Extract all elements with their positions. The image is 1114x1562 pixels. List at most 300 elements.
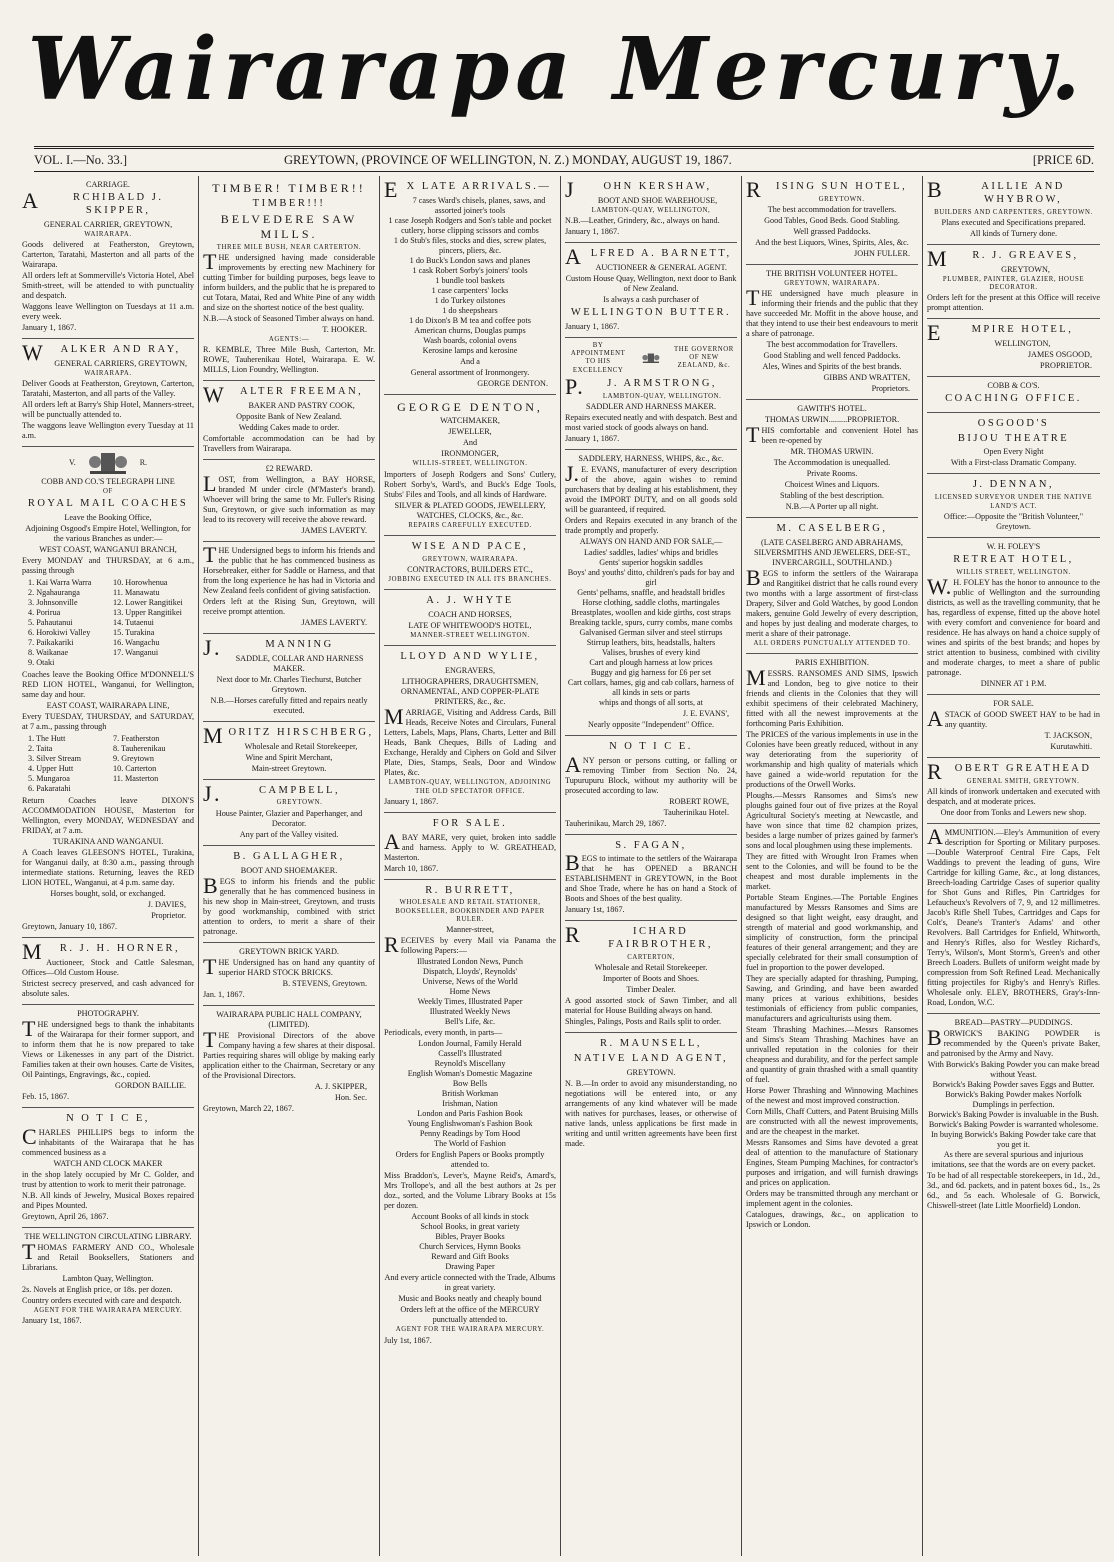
list-item: 1 cask Robert Sorby's joiners' tools xyxy=(412,265,528,275)
ad-body: Orders for English Papers or Books promptly attended to. xyxy=(395,1150,545,1170)
ad-body: Orders left at the office of the MERCURY punctually attended to. xyxy=(400,1305,540,1325)
ad-body: N. B.—In order to avoid any misunderstanding, no negotiations will be entered into, or any arrangements of any kind whatever will be made with natives for purchases, leases, or otherwise of native lands, unless applications be first made in writing and until written agreements have been first made. xyxy=(565,1078,737,1148)
list-item: 7 cases Ward's chisels, planes, saws, and assorted joiner's tools xyxy=(412,195,546,215)
column-2 xyxy=(199,176,380,1556)
ad-address: LAMBTON-QUAY, WELLINGTON, xyxy=(591,206,711,214)
list-item: Ladies' saddles, ladies' whips and bridles xyxy=(584,547,718,557)
list-item: English Woman's Domestic Magazine xyxy=(407,1069,533,1079)
ad-lloyd-wylie xyxy=(384,646,556,812)
list-item: 1 do Dixon's B M tea and coffee pots xyxy=(409,315,531,325)
ad-signature: PROPRIETOR. xyxy=(1040,361,1092,371)
ad-date: January 1st, 1867. xyxy=(22,1315,82,1325)
ad-body: N.B.—A stock of Seasoned Timber always on hand. xyxy=(203,313,375,323)
ad-signature: GIBBS AND WRATTEN, xyxy=(823,373,910,383)
route-stop: 11. Manawatu xyxy=(113,588,160,598)
ad-name: R. BURRETT, xyxy=(425,884,515,896)
ad-body: Plans executed and Specifications prepared. xyxy=(941,217,1086,227)
route-stop: 16. Wangachu xyxy=(113,638,160,648)
ad-manning xyxy=(203,634,375,722)
ad-address: Opposite Bank of New Zealand. xyxy=(236,412,342,422)
ad-heading: CARRIAGE. xyxy=(86,180,130,189)
ad-heading: THE BRITISH VOLUNTEER HOTEL. xyxy=(766,269,898,279)
ad-burrett xyxy=(384,880,556,1351)
ad-name: COBB AND CO.'S TELEGRAPH LINE xyxy=(41,476,175,486)
ad-title: RETREAT HOTEL, xyxy=(953,553,1074,565)
ad-heading: GAWITH'S HOTEL. xyxy=(797,404,867,414)
ad-title: GENERAL CARRIERS, GREYTOWN, xyxy=(54,358,188,368)
ad-maunsell xyxy=(565,1033,737,1154)
list-item: With Borwick's Baking Powder you can make bread without Yeast. xyxy=(927,1059,1100,1079)
ad-title: House Painter, Glazier and Paperhanger, and Decorator. xyxy=(215,808,363,828)
ad-heading: £2 REWARD. xyxy=(265,464,313,474)
ad-fairbrother xyxy=(565,921,737,1033)
list-item: Borwick's Baking Powder saves Eggs and Butter. xyxy=(932,1079,1095,1089)
ad-for-sale-mare xyxy=(384,813,556,880)
ad-place: GREYTOWN, WAIRARAPA. xyxy=(784,280,880,288)
ad-place: GREYTOWN. xyxy=(818,195,865,203)
ad-body: Good Stabling and well fenced Paddocks. xyxy=(763,351,901,361)
route-stop: 8. Waikanae xyxy=(28,648,69,658)
ad-body: in the shop lately occupied by Mr C. Golder, and trust by attention to work to merit their patronage. xyxy=(22,1169,194,1189)
ad-body: THE Undersigned begs to inform his friends and the public that he has commenced business as Horsebreaker, either for Saddle or Harness, and that from the long experience he has had in Victoria and New Zealand feels confident of giving satisfaction. xyxy=(203,542,375,596)
ad-body: THE undersigned have much pleasure in informing their friends and the public that they have succeeded Mr. Moffit in the above house, and that they intend to use their best endeavours to merit a share of patronage. xyxy=(746,285,918,339)
ad-title: WHOLESALE AND RETAIL STATIONER, BOOKSELLER, BOOKBINDER AND PAPER RULER. xyxy=(395,899,545,923)
ad-campbell xyxy=(203,780,375,846)
ad-body: Ploughs.—Messrs Ransomes and Sims's new ploughs gained four out of five prizes at the Royal Agricultural Society's meeting at Newcastle, and have won since that time 82 champion prizes, besides a large number of prizes gained by farmer's sons and local ploughmen using these implements. xyxy=(746,791,918,851)
ad-name: WALKER AND RAY, xyxy=(22,339,181,365)
ad-denton xyxy=(384,395,556,536)
list-item: Gents' superior hogskin saddles xyxy=(599,557,703,567)
ad-title: COACH AND HORSES, xyxy=(428,610,512,620)
ad-body: Miss Braddon's, Lever's, Mayne Reid's, Amard's, Mrs Trollope's, and all the best authors at 2s per doz., sorted, and the Volume Library Books at 15s per dozen. xyxy=(384,1171,556,1211)
ad-title: WELLINGTON BUTTER. xyxy=(570,306,732,318)
route-stop: 1. The Hutt xyxy=(28,734,66,744)
ad-signature: J. E. EVANS', xyxy=(682,708,729,718)
ad-address: Custom House Quay, Wellington, next door to Bank of New Zealand. xyxy=(565,273,737,293)
ad-name: OSGOOD'S xyxy=(977,417,1050,429)
list-item: London and Paris Fashion Book xyxy=(417,1109,523,1119)
ad-name: A. J. WHYTE xyxy=(426,595,514,607)
ad-date: March 10, 1867. xyxy=(384,863,439,873)
appointment-right: THE GOVERNOR OF NEW ZEALAND, &c. xyxy=(674,345,734,370)
ad-heading: TIMBER! TIMBER!! xyxy=(212,181,366,195)
ad-reward xyxy=(203,460,375,542)
ad-title: LITHOGRAPHERS, DRAUGHTSMEN, ORNAMENTAL, AND COPPER-PLATE PRINTERS, &c., &c. xyxy=(400,677,540,707)
ad-body: They are fitted with Wrought Iron Frames when sent to the Colonies, and will be found to be the cheapest and most durable implements in the market. xyxy=(746,852,918,892)
ad-address: Main-street Greytown. xyxy=(251,763,327,773)
ad-title: CONTRACTORS, BUILDERS ETC., xyxy=(407,565,533,575)
ad-body: THE Undersigned has on hand any quantity of superior HARD STOCK BRICKS. xyxy=(203,953,375,979)
list-item: 1 bundle tool baskets xyxy=(435,275,505,285)
ad-text: OF xyxy=(103,487,113,495)
ad-heading: ALWAYS ON HAND AND FOR SALE,— xyxy=(579,536,723,546)
list-item: Horse clothing, saddle cloths, martingales xyxy=(582,597,720,607)
ad-phillips xyxy=(22,1108,194,1228)
list-item: Boys' and youths' ditto, children's pads for bay and girl xyxy=(567,567,735,587)
ad-body: BEGS to inform his friends and the public generally that he has commenced business in his new shop in Main-street, Greytown, and trusts by good workmanship, combined with strict attention to orders, to merit a share of their patronage. xyxy=(203,872,375,936)
ad-place: WAIRARAPA. xyxy=(84,369,132,377)
list-item: In buying Borwick's Baking Powder take care that you get it. xyxy=(931,1129,1096,1149)
list-item: Kerosine lamps and kerosine xyxy=(422,345,518,355)
ad-volunteer-hotel xyxy=(746,265,918,400)
list-item: 1 do Buck's London saws and planes xyxy=(409,255,531,265)
ad-name: WALTER FREEMAN, xyxy=(203,382,364,408)
ad-signature: T. HOOKER. xyxy=(322,324,367,334)
route-return: Return Coaches leave DIXON'S ACCOMMODATION HOUSE, Masterton for Wellington, every MONDAY, WEDNESDAY and FRIDAY, at 7 a.m. xyxy=(22,796,194,836)
list-item: whips and thongs of all sorts, at xyxy=(599,697,703,707)
ad-body: AMMUNITION.—Eley's Ammunition of every description for Sporting or Military purposes.—Double Waterproof Central Fire Caps, Felt Waddings to prevent the leading of guns, Wire Cartridge for killing Game, &c., at long distances, Breech-loading Cartridge Cases of superior quality for Shot Guns and Rifles, Pin Cartridges for Lefaucheux's Revolvers of 7, 9, and 12 millimetres. Jacob's Rifle Shell Tubes, Cartridges and Caps for Colt's, Deane's Tranter's Adams' and other Revolvers. Ball Cartridges for Enfield, Whitworth, and Henry's Rifles, also for Westley Richard's, Terry's, Wilson's, Mont Storm's, Green's and other Breech Loaders. Bullets of uniform weight made by compression from Soft Refined Lead. Mechanically fitting projectiles for Rigby's and Henry's Rifles. Wholesale only. ELEY, BROTHERS, Gray's-Inn-Road, London, W.C. xyxy=(927,823,1100,1007)
ad-body: DINNER AT 1 P.M. xyxy=(980,678,1047,688)
ad-title: ENGRAVERS, xyxy=(444,666,496,676)
ad-body: THE Provisional Directors of the above Company having a few shares at their disposal. Parties requiring shares will oblige by making early application either to the Chairman, Secretary or any of the Provisional Directors. xyxy=(203,1026,375,1080)
ad-body: They are specially adapted for thrashing, Pumping, Sawing, and Grinding, and have been awarded many prices at various exhibitions, besides testimonials of efficiency from public companies, manufacturers and agriculturists using them. xyxy=(746,974,918,1024)
list-item: Weekly Times, Illustrated Paper xyxy=(417,997,523,1007)
ad-laverty xyxy=(203,542,375,634)
royal-arms-icon xyxy=(86,450,130,476)
price: [PRICE 6D. xyxy=(1032,153,1094,167)
ad-body: Strictest secrecy preserved, and cash advanced for absolute sales. xyxy=(22,978,194,998)
ad-signature: JOHN FULLER. xyxy=(854,249,910,259)
ad-name: M. CASELBERG, xyxy=(776,523,888,535)
route-stop: 3. Silver Stream xyxy=(28,754,81,764)
ad-body: And every article connected with the Trade, Albums in great variety. xyxy=(384,1273,556,1293)
ad-place: CARTERTON, xyxy=(627,954,675,962)
route-stop: 2. Taita xyxy=(28,744,53,754)
ad-name: J.CAMPBELL, xyxy=(203,780,341,806)
ad-title: Importer of Boots and Shoes. xyxy=(602,974,700,984)
ad-body: ASTACK of GOOD SWEET HAY to be had in any quantity. xyxy=(927,705,1100,731)
ad-body: N.B.—Leather, Grindery, &c., always on hand. xyxy=(565,216,720,226)
ad-title: MR. THOMAS URWIN. xyxy=(790,447,874,457)
ad-body: Orders left at the Rising Sun, Greytown, will receive prompt attention. xyxy=(203,597,375,617)
list-item: 1 do sheepshears xyxy=(442,305,498,315)
route-stop: 7. Featherston xyxy=(113,734,160,744)
ad-title: NATIVE LAND AGENT, xyxy=(573,1053,729,1065)
ad-date: July 1st, 1867. xyxy=(384,1335,432,1345)
list-item: Wash boards, colonial ovens xyxy=(423,335,517,345)
ad-heading: EX LATE ARRIVALS.— xyxy=(384,177,552,202)
ad-signature: T. JACKSON, xyxy=(1044,730,1092,740)
route-stop: 5. Pahautanui xyxy=(28,618,73,628)
ad-body: Open Every Night xyxy=(983,447,1044,457)
route-stops-east xyxy=(28,734,194,794)
ad-body: R. KEMBLE, Three Mile Bush, Carterton, Mr. ROWE, Tauherenikau Hotel, Wairarapa. E. W. MILLS, Lion Foundry, Wellington. xyxy=(203,345,375,375)
route-stops-west xyxy=(28,578,194,668)
list-item: Church Services, Hymn Books xyxy=(419,1242,521,1252)
ad-body: Choicest Wines and Liquors. xyxy=(784,480,880,490)
ad-greathead xyxy=(927,758,1100,824)
ad-signature: Proprietor. xyxy=(151,911,186,921)
list-item: Illustrated London News, Punch xyxy=(417,957,523,967)
ad-notice-rowe xyxy=(565,736,737,835)
ad-place: GREYTOWN. xyxy=(276,799,323,807)
ad-ammunition xyxy=(927,824,1100,1014)
ad-whyte xyxy=(384,590,556,646)
ad-body: Orders left for the present at this Office will receive prompt attention. xyxy=(927,293,1100,313)
route-stop: 9. Otaki xyxy=(28,658,55,668)
ad-name: WISE AND PACE, xyxy=(411,540,529,552)
ad-body: The PRICES of the various implements in use in the Colonies have been greatly reduced, without in any way deteriorating from the superiority of workmanship and high quality of materials which have gained a wide-world reputation for the productions of the Orwell Works. xyxy=(746,730,918,790)
columns xyxy=(18,176,1104,1556)
ad-brick-yard xyxy=(203,943,375,1006)
ad-paris-exhibition xyxy=(746,654,918,1235)
ad-body: Auctioneer, Stock and Cattle Salesman, Offices—Old Custom House. xyxy=(22,957,194,977)
ad-body: Orders and Repairs executed in any branch of the trade promptly and properly. xyxy=(565,515,737,535)
list-item: British Workman xyxy=(441,1089,499,1099)
route-stop: 17. Wanganui xyxy=(113,648,159,658)
ad-body: A good assorted stock of Sawn Timber, and all material for House Building always on hand. xyxy=(565,996,737,1016)
list-item: Reward and Gift Books xyxy=(431,1252,509,1262)
ad-title: PLUMBER, PAINTER, GLAZIER, HOUSE DECORATOR. xyxy=(942,275,1085,291)
ad-text: Leave the Booking Office, xyxy=(64,513,152,523)
ad-heading: N O T I C E. xyxy=(609,740,693,752)
ad-date: Greytown, January 10, 1867. xyxy=(22,922,118,932)
list-item: Drawing Paper xyxy=(445,1262,495,1272)
ad-title: ROYAL MAIL COACHES xyxy=(27,498,189,510)
ad-body: Horse Power Thrashing and Winnowing Machines of the newest and most improved construction. xyxy=(746,1086,918,1106)
ad-body: RECEIVES by every Mail via Panama the following Papers:— xyxy=(384,932,556,958)
ad-greaves xyxy=(927,245,1100,319)
ad-signature: ROBERT ROWE, xyxy=(669,796,729,806)
ad-body: Corn Mills, Chaff Cutters, and Patent Bruising Mills are constructed with all the newest improvements, and are the cheapest in the market. xyxy=(746,1107,919,1137)
list-item: Bell's Life, &c. xyxy=(444,1017,496,1027)
ad-address: Manner-street, xyxy=(446,925,494,935)
route-stop: 9. Greytown xyxy=(113,754,154,764)
list-item: Reynold's Miscellany xyxy=(434,1059,506,1069)
ad-body: ALL ORDERS PUNCTUALLY ATTENDED TO. xyxy=(753,640,911,648)
ad-title: (LATE CASELBERG AND ABRAHAMS, SILVERSMITHS AND JEWELERS, DEE-ST., INVERCARGILL, SOUTHLAND.) xyxy=(753,538,911,568)
ad-name: MR. J. H. HORNER, xyxy=(22,939,181,965)
ad-place: WELLINGTON, xyxy=(994,339,1051,349)
ad-armstrong xyxy=(565,338,737,450)
route-stop: 4. Porirua xyxy=(28,608,61,618)
list-item: Stirrup leathers, bits, headstalls, halters xyxy=(586,637,716,647)
ad-gawith-hotel xyxy=(746,400,918,518)
ad-heading: SADDLERY, HARNESS, WHIPS, &c., &c. xyxy=(578,453,724,463)
ad-body: The best accommodation for travellers. xyxy=(767,205,897,215)
masthead-title: Wairarapa Mercury. xyxy=(27,19,1087,120)
ad-signature: Hon. Sec. xyxy=(334,1092,367,1102)
ad-heading: N O T I C E, xyxy=(66,1112,150,1124)
ad-title: GENERAL CARRIER, GREYTOWN, xyxy=(43,219,173,229)
ad-borwick xyxy=(927,1014,1100,1216)
ad-signature: JAMES LAVERTY. xyxy=(301,618,367,628)
ad-bijou-theatre xyxy=(927,413,1100,475)
ad-body: Wedding Cakes made to order. xyxy=(238,423,340,433)
ad-body: THOMAS FARMERY AND CO., Wholesale and Retail Booksellers, Stationers and Librarians. xyxy=(22,1238,194,1272)
ad-name: MORITZ HIRSCHBERG, xyxy=(203,722,374,748)
ad-gallagher xyxy=(203,846,375,943)
ad-photography xyxy=(22,1005,194,1108)
ad-for-sale-hay xyxy=(927,695,1100,758)
ad-title: Wholesale and Retail Storekeeper, xyxy=(244,741,358,751)
ad-signature: J. DAVIES, xyxy=(147,900,186,910)
route-stop: 2. Ngahauranga xyxy=(28,588,80,598)
ad-body: Music and Books neatly and cheaply bound xyxy=(398,1294,542,1304)
ad-body: Orders may be transmitted through any merchant or implement agent in the colonies. xyxy=(746,1189,918,1209)
route-days: Every TUESDAY, THURSDAY, and SATURDAY, at 7 a.m., passing through xyxy=(22,712,194,732)
ad-body: All kinds of ironwork undertaken and executed with despatch, and at moderate prices. xyxy=(927,786,1100,806)
ad-hirschberg xyxy=(203,722,375,780)
ad-address: Office:—Opposite the "British Volunteer," Greytown. xyxy=(943,511,1084,531)
route-stop: 1. Kai Warra Warra xyxy=(28,578,92,588)
ad-baillie-whybrow xyxy=(927,176,1100,245)
ad-body: Ales, Wines and Spirits of the best brands. xyxy=(762,362,902,372)
list-item: Breastplates, woollen and kide girths, cost straps xyxy=(571,607,731,617)
route-stop: 6. Pakaratahi xyxy=(28,784,71,794)
ad-place: WAIRARAPA. xyxy=(84,230,132,238)
ad-body: MESSRS. RANSOMES AND SIMS, Ipswich and London, beg to give notice to their friends and clients in the Colonies that they will exhibit specimens of their celebrated Machinery, fitted with all the newest improvements at the forthcoming Paris Exhibition. xyxy=(746,665,918,729)
list-item: Young Englishwoman's Fashion Book xyxy=(407,1119,533,1129)
ad-evans xyxy=(565,450,737,736)
ad-title: THOMAS URWIN.........PROPRIETOR. xyxy=(764,415,900,425)
route-stop xyxy=(113,658,194,668)
ad-title: Wholesale and Retail Storekeeper. xyxy=(594,963,708,973)
ad-signature: Kurutawhiti. xyxy=(1050,741,1092,751)
ad-body: Deliver Goods at Featherston, Greytown, Carterton, Taratahi, Masterton, and all parts of the Valley. xyxy=(22,378,194,398)
ad-signature: GORDON BAILLIE. xyxy=(115,1080,186,1090)
ad-heading: PARIS EXHIBITION. xyxy=(795,658,869,668)
route-heading: WEST COAST, WANGANUI BRANCH, xyxy=(39,545,177,555)
ad-body: CHARLES PHILLIPS begs to inform the inhabitants of the Wairarapa that he has commenced business as a xyxy=(22,1123,194,1157)
route-stop: 3. Johnsonville xyxy=(28,598,78,608)
ad-text: Adjoining Osgood's Empire Hotel, Wellington, for the various Branches as under:— xyxy=(25,524,191,544)
ad-date: January 1, 1867. xyxy=(22,322,77,332)
column-5 xyxy=(742,176,923,1556)
ad-body: Good Tables, Good Beds. Good Stabling. xyxy=(764,216,900,226)
ad-date: Greytown, April 26, 1867. xyxy=(22,1211,109,1221)
ad-body: Country orders executed with care and despatch. xyxy=(22,1295,182,1305)
ad-body: Any part of the Valley visited. xyxy=(239,829,339,839)
ad-title: BIJOU THEATRE xyxy=(957,432,1070,444)
ad-title: Timber Dealer. xyxy=(626,985,676,995)
ad-text: And xyxy=(462,438,478,448)
ad-title: WATCH AND CLOCK MAKER xyxy=(53,1158,163,1168)
ad-name: ROBERT GREATHEAD xyxy=(927,758,1092,784)
ad-body: Importers of Joseph Rodgers and Sons' Cutlery, Robert Sorby's, Ward's, and Buck's Edge Tools, Stubs' Files and Tools, and all kinds of Hardware. xyxy=(384,469,556,499)
ad-address: WILLIS STREET, WELLINGTON. xyxy=(956,568,1071,576)
ad-name: COBB & CO'S. xyxy=(987,381,1040,391)
ad-body: The waggons leave Wellington every Tuesday at 11 a.m. xyxy=(22,420,194,440)
ad-title: SADDLER AND HARNESS MAKER. xyxy=(585,401,717,411)
ad-text: And a xyxy=(460,356,480,366)
route-stop: 4. Upper Hutt xyxy=(28,764,74,774)
ad-body: N.B.—A Porter up all night. xyxy=(785,502,879,512)
ad-body: THE undersigned begs to thank the inhabitants of the Wairarapa for their former support, and to inform them that he is now prepared to take Views or Likenesses in any part of the District. Families taken at their own houses. Carte de Visites, Oil Paintings, Engravings, &c., copied. xyxy=(22,1015,194,1079)
list-item: Universe, News of the World xyxy=(422,977,518,987)
ad-fagan xyxy=(565,835,737,922)
ad-body: ABAY MARE, very quiet, broken into saddle and harness. Apply to W. GREATHEAD, Masterton. xyxy=(384,828,556,862)
ad-body: Waggons leave Wellington on Tuesdays at 11 a.m. every week. xyxy=(22,301,194,321)
ad-agent: AGENT FOR THE WAIRARAPA MERCURY. xyxy=(395,1326,545,1334)
ad-empire-hotel xyxy=(927,319,1100,377)
ad-cobb-office xyxy=(927,377,1100,413)
ad-heading: PHOTOGRAPHY. xyxy=(77,1008,139,1018)
ad-body: LOST, from Wellington, a BAY HORSE, branded M under circle (M'Master's brand). Whoever will bring the same to Mr. Fuller's Rising Sun, Greytown, or give such information as may lead to its recovery will receive the above reward. xyxy=(203,471,375,525)
ad-date: January 1st, 1867. xyxy=(565,905,625,915)
ad-date: Jan. 1, 1867. xyxy=(203,989,245,999)
ad-body: N.B. All kinds of Jewelry, Musical Boxes repaired and Pipes Mounted. xyxy=(22,1190,194,1210)
ad-date: Tauherinikau, March 29, 1867. xyxy=(565,818,667,828)
ad-address: Lambton Quay, Wellington. xyxy=(62,1273,154,1283)
ad-body: JOBBING EXECUTED IN ALL ITS BRANCHES. xyxy=(388,576,552,584)
ad-date: January 1, 1867. xyxy=(565,321,620,331)
ad-body: SILVER & PLATED GOODS, JEWELLERY, WATCHES, CLOCKS, &c., &c. xyxy=(394,500,546,520)
ad-title: BAKER AND PASTRY COOK, xyxy=(248,401,355,411)
ad-library xyxy=(22,1228,194,1331)
ad-date: Feb. 15, 1867. xyxy=(22,1091,70,1101)
masthead xyxy=(0,0,1114,140)
list-item: 1 do Turkey oilstones xyxy=(434,295,506,305)
ad-name: GEORGE DENTON, xyxy=(397,399,543,414)
ad-text: General assortment of Ironmongery. xyxy=(410,367,530,377)
list-item: Borwick's Baking Powder makes Norfolk Dumplings in perfection. xyxy=(945,1089,1082,1109)
ad-name: R. MAUNSELL, xyxy=(599,1038,703,1050)
ad-body: To be had of all respectable storekeepers, in 1d., 2d., 3d., and 6d. packets, and in patent boxes 6d., 1s., 2s 6d., and 5s each. Wholesale of G. Borwick, Chiswell-street (late Little Moorfield) London. xyxy=(927,1170,1100,1210)
ad-body: 2s. Novels at English price, or 18s. per dozen. xyxy=(22,1284,173,1294)
ad-signature: GEORGE DENTON. xyxy=(477,378,548,388)
ad-date: Greytown, March 22, 1867. xyxy=(203,1103,294,1113)
ad-name: RICHARD FAIRBROTHER, xyxy=(565,922,713,951)
column-4 xyxy=(561,176,742,1556)
list-item: Penny Readings by Tom Hood xyxy=(419,1129,521,1139)
ad-body: W.H. FOLEY has the honor to announce to the public of Wellington and the surrounding districts, as well as the travelling community, that he has, regardless of expense, fitted up the above hotel with every comfort and convenience for board and residence. He has always on hand a choice supply of wines and spirits of the best brands; and hopes by strict attention to business, combined with civility and moderate charges, to meet a share of public patronage. xyxy=(927,573,1100,677)
ad-body: Steam Thrashing Machines.—Messrs Ransomes and Sims's Steam Thrashing Machines have an unrivalled reputation in the colonies for their cheapness and durability, and for the perfect sample and quantity of grain thrashed with a small quantity of fuel. xyxy=(746,1025,918,1085)
ad-name: ALFRED A. BARNETT, xyxy=(565,244,732,270)
route-stop: 8. Tauherenikau xyxy=(113,744,166,754)
ad-address: LAMBTON-QUAY, WELLINGTON. xyxy=(602,392,722,400)
route-stop: 14. Tutaenui xyxy=(113,618,154,628)
ad-heading: BREAD—PASTRY—PUDDINGS. xyxy=(954,1017,1073,1027)
ad-heading: FOR SALE. xyxy=(432,817,508,829)
ad-name: JOHN KERSHAW, xyxy=(565,177,712,202)
ad-body: Goods delivered at Featherston, Greytown, Carterton, Taratahi, Masterton and all parts of the Wairarapa. xyxy=(22,239,194,269)
place-and-date: GREYTOWN, (PROVINCE OF WELLINGTON, N. Z.) MONDAY, AUGUST 19, 1867. xyxy=(284,153,732,167)
ad-address: MANNER-STREET WELLINGTON. xyxy=(410,632,530,640)
ad-body: Horses bought, sold, or exchanged. xyxy=(50,889,166,899)
ad-place: GREYTOWN, xyxy=(1001,264,1050,274)
list-item: Buggy and gig harness for £6 per set xyxy=(590,667,712,677)
ad-body: N.B.—Horses carefully fitted and repairs neatly executed. xyxy=(210,695,368,715)
ad-body: Well grassed Paddocks. xyxy=(793,227,871,237)
list-item: School Books, in great variety xyxy=(420,1222,520,1232)
column-6 xyxy=(923,176,1104,1556)
ad-heading: FOR SALE. xyxy=(993,698,1034,708)
list-item: Illustrated Weekly News xyxy=(429,1007,511,1017)
ad-place: GREYTOWN. xyxy=(626,1067,676,1077)
vr-right: R. xyxy=(139,458,148,468)
ad-dennan xyxy=(927,474,1100,537)
route-body: A Coach leaves GLEESON'S HOTEL, Turakina, for Wanganui daily, at 8:30 a.m., passing through intermediate stations. Returning, leaves the RED LION HOTEL, Wanganui, at 4 p.m. same day. xyxy=(22,848,194,888)
route-heading: TURAKINA AND WANGANUI. xyxy=(52,837,164,847)
ad-agent: AGENT FOR THE WAIRARAPA MERCURY. xyxy=(33,1306,183,1314)
ad-body: Stabling of the best description. xyxy=(780,491,884,501)
ad-address: WILLIS-STREET, WELLINGTON. xyxy=(412,460,528,468)
ad-signature: JAMES OSGOOD, xyxy=(1027,350,1092,360)
ad-heading: TIMBER!!! xyxy=(252,197,326,209)
ad-title: LATE OF WHITEWOOD'S HOTEL, xyxy=(408,621,532,631)
royal-arms-icon xyxy=(641,345,661,371)
ad-body: Private Rooms. xyxy=(806,469,858,479)
list-item: Borwick's Baking Powder is invaluable in the Bush. xyxy=(928,1109,1099,1119)
ad-date: January 1, 1867. xyxy=(565,433,620,443)
ad-body: BORWICK'S BAKING POWDER is recommended by the Queen's private Baker, and patronised by the Army and Navy. xyxy=(927,1024,1100,1058)
ad-body: All orders left at Barry's Ship Hotel, Manners-street, will be punctually attended to. xyxy=(22,399,194,419)
ad-title: AUCTIONEER & GENERAL AGENT. xyxy=(595,262,727,272)
ad-body: With a First-class Dramatic Company. xyxy=(950,458,1077,468)
ad-name: EMPIRE HOTEL, xyxy=(927,320,1074,346)
ad-body: Messrs Ransomes and Sims have devoted a great deal of attention to the manufacture of Stationary Engines, Steam Pumping Machines, for contractor's purposes and irrigation, and will furnish drawings and prices on application. xyxy=(746,1138,918,1188)
